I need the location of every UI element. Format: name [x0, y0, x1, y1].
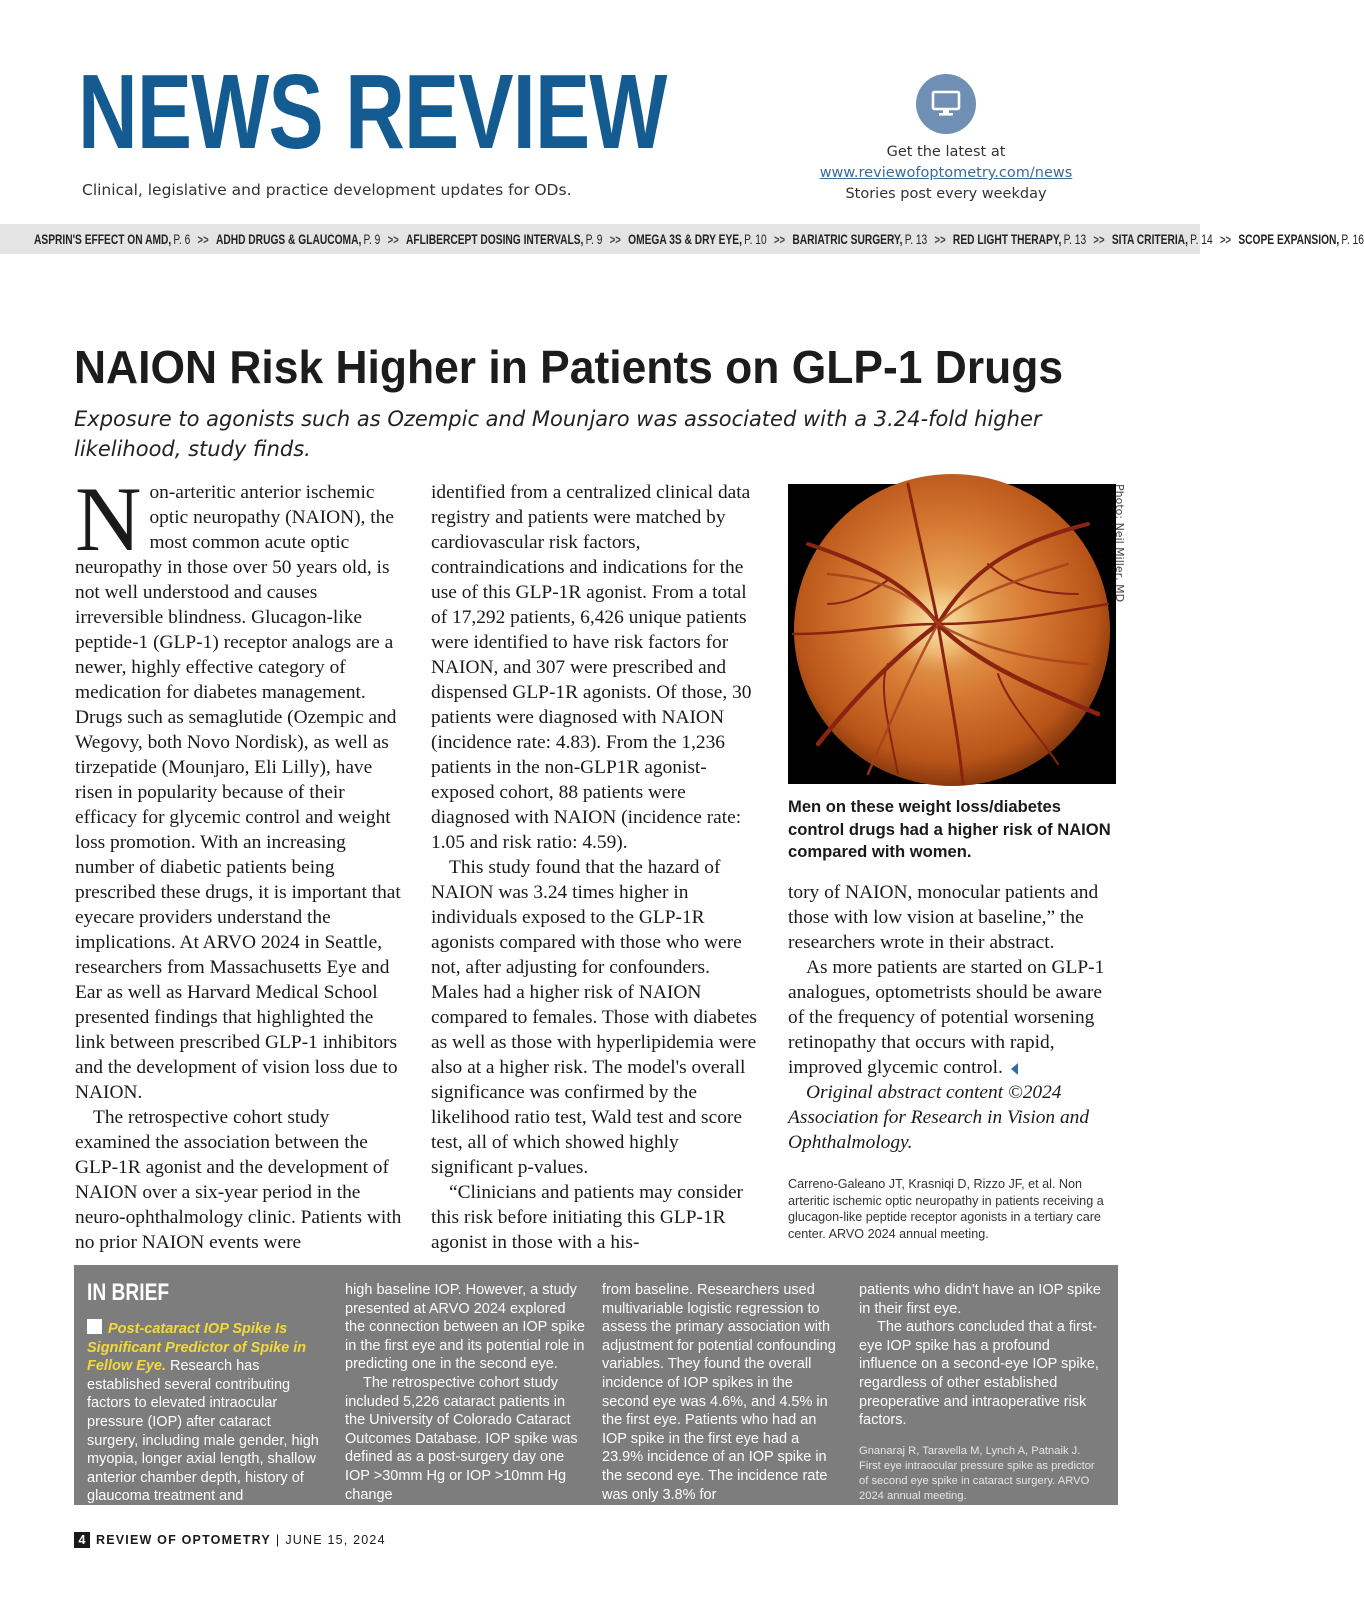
brief-column-3: [602, 1281, 843, 1504]
topic-link[interactable]: [216, 231, 380, 247]
article-paragraph: identified from a centralized clinical data registry and patients were matched by cardiovascular risk factors, contraindications and indications for the use of this GLP-1R agonist. From a total of 17,292 patients, 6,426 unique patients were identified to have risk factors for NAION, and 307 were prescribed and dispensed GLP-1R agonists. Of those, 30 patients were diagnosed with NAION (incidence rate: 4.83). From the 1,236 patients in the non-GLP1R agonist-exposed cohort, 88 patients were diagnosed with NAION (incidence rate: 1.05 and risk ratio: 4.59).: [431, 482, 752, 853]
topic-page: P. 6: [173, 231, 191, 247]
topic-link[interactable]: [34, 231, 190, 247]
page-number: 4: [74, 1532, 90, 1548]
article-paragraph: “Clinicians and patients may consider this risk before initiating this GLP-1R agonist in those with a his-: [431, 1182, 744, 1253]
in-brief-box: [74, 1265, 1118, 1505]
brief-paragraph: patients who didn't have an IOP spike in their first eye.: [859, 1282, 1101, 1317]
news-url-link[interactable]: www.reviewofoptometry.com/news: [819, 165, 1073, 181]
topic-link[interactable]: [792, 231, 927, 247]
section-title: NEWS REVIEW: [78, 53, 667, 171]
topic-page: P. 9: [363, 231, 381, 247]
topic-page: P. 14: [1190, 231, 1213, 247]
topic-separator: >>: [934, 231, 946, 247]
topic-separator: >>: [387, 231, 399, 247]
paragraph-text: As more patients are started on GLP-1 analogues, optometrists should be aware of the frequency of potential worsening retinopathy that occurs with rapid, improved glycemic control.: [788, 957, 1105, 1078]
topic-page: P. 13: [1063, 231, 1087, 247]
brief-paragraph: from baseline. Researchers used multivariable logistic regression to assess the primary association with adjustment for potential confounding variables. They found the overall incidence of IOP spikes in the second eye was 4.6%, and 4.5% in the first eye. Patients who had an IOP spike in the first eye had a 23.9% incidence of an IOP spike in the second eye. The incidence rate was only 3.8% for: [602, 1282, 836, 1503]
topic-link[interactable]: [953, 231, 1086, 247]
brief-item-title: Post-cataract IOP Spike Is Significant Predictor of Spike in Fellow Eye.: [87, 1321, 307, 1375]
topic-link[interactable]: [628, 231, 767, 247]
brief-paragraph: [87, 1319, 323, 1506]
brief-paragraph: high baseline IOP. However, a study presented at ARVO 2024 explored the connection between an IOP spike in the first eye and its potential role in predicting one in the second eye.: [345, 1282, 585, 1373]
topic-strip: [0, 224, 1364, 254]
article-headline: NAION Risk Higher in Patients on GLP-1 Drugs: [74, 341, 1064, 393]
topic-label: OMEGA 3S & DRY EYE,: [628, 231, 742, 247]
paragraph-text: on-arteritic anterior ischemic optic neuropathy (NAION), the most common acute optic neuropathy in those over 50 years old, is not well understood and causes irreversible blindness. Glucagon-like peptide-1 (GLP-1) receptor analogs are a newer, highly effective category of medication for diabetes management. Drugs such as semaglutide (Ozempic and Wegovy, both Novo Nordisk), as well as tirzepatide (Mounjaro, Eli Lilly), have risen in popularity because of their efficacy for glycemic control and weight loss promotion. With an increasing number of diabetic patients being prescribed these drugs, it is important that eyecare providers understand the implications. At ARVO 2024 in Seattle, researchers from Massachusetts Eye and Ear as well as Harvard Medical School presented findings that highlighted the link between prescribed GLP-1 inhibitors and the development of vision loss due to NAION.: [75, 482, 401, 1103]
monitor-icon: [916, 74, 976, 134]
topic-separator: >>: [609, 231, 621, 247]
brief-column-4: [859, 1281, 1104, 1504]
topic-label: ADHD DRUGS & GLAUCOMA,: [215, 231, 362, 247]
topic-page: P. 13: [904, 231, 928, 247]
promo-schedule-text: Stories post every weekday: [845, 186, 1047, 202]
brief-citation: Gnanaraj R, Taravella M, Lynch A, Patnaik J. First eye intraocular pressure spike as predictor of second eye spike in cataract surgery. ARVO 2024 annual meeting.: [859, 1444, 1095, 1502]
footer-separator: |: [275, 1533, 281, 1547]
topic-list: [34, 231, 1364, 247]
end-mark-icon: [1011, 1063, 1018, 1075]
brief-paragraph: The authors concluded that a first-eye IOP spike has a profound influence on a second-eye IOP spike, regardless of other established preoperative and intraoperative risk factors.: [859, 1319, 1099, 1429]
topic-label: BARIATRIC SURGERY,: [792, 231, 903, 247]
article-column-2: [431, 480, 762, 1255]
topic-separator: >>: [773, 231, 786, 247]
brief-paragraph: The retrospective cohort study included 5,226 cataract patients in the University of Colorado Cataract Outcomes Database. IOP spike was defined as a post-surgery day one IOP >30mm Hg or IOP >10mm Hg change: [345, 1374, 578, 1503]
issue-date: JUNE 15, 2024: [285, 1533, 386, 1547]
topic-label: SITA CRITERIA,: [1111, 231, 1188, 247]
article-column-1: [75, 468, 407, 1255]
article-paragraph: This study found that the hazard of NAION was 3.24 times higher in individuals exposed to the GLP-1R agonists compared with those who were not, after adjusting for confounders. Males had a higher risk of NAION compared to females. Those with diabetes as well as those with hyperlipidemia were also at a higher risk. The model's overall significance was confirmed by the likelihood ratio test, Wald test and score test, all of which showed highly significant p-values.: [431, 857, 757, 1178]
fundus-photo: [788, 484, 1116, 784]
topic-separator: >>: [197, 231, 209, 247]
topic-separator: >>: [1093, 231, 1105, 247]
topic-link[interactable]: [1238, 231, 1364, 247]
article-paragraph: [75, 468, 407, 1105]
topic-label: RED LIGHT THERAPY,: [952, 231, 1062, 247]
brief-column-2: [345, 1281, 586, 1504]
promo-text: Get the latest at: [886, 144, 1006, 160]
section-tagline: Clinical, legislative and practice development updates for ODs.: [82, 181, 572, 199]
square-bullet-icon: [87, 1319, 102, 1334]
in-brief-title: IN BRIEF: [87, 1279, 170, 1306]
article-paragraph: The retrospective cohort study examined the association between the GLP-1R agonist and the development of NAION over a six-year period in the neuro-ophthalmology clinic. Patients with no prior NAION events were: [75, 1107, 402, 1253]
topic-link[interactable]: [1112, 231, 1213, 247]
page-footer: [74, 1532, 386, 1548]
topic-label: AFLIBERCEPT DOSING INTERVALS,: [406, 231, 584, 247]
paragraph-text: Research has established several contributing factors to elevated intraocular pressure (IOP) after cataract surgery, including male gender, high myopia, longer axial length, shallow anterior chamber depth, history of glaucoma treatment and: [87, 1358, 319, 1505]
topic-page: P. 16: [1341, 231, 1364, 247]
topic-page: P. 10: [744, 231, 767, 247]
topic-separator: >>: [1219, 231, 1232, 247]
article-paragraph: [788, 955, 1110, 1080]
photo-caption: Men on these weight loss/diabetes control drugs had a higher risk of NAION compared with women.: [788, 797, 1111, 861]
topic-link[interactable]: [406, 231, 602, 247]
brief-column-1: [87, 1281, 323, 1506]
photo-credit: Photo: Neil Miller, MD: [1113, 484, 1126, 603]
publication-name: REVIEW OF OPTOMETRY: [96, 1533, 271, 1547]
article-paragraph: tory of NAION, monocular patients and those with low vision at baseline,” the researchers wrote in their abstract.: [788, 882, 1099, 953]
drop-cap: N: [75, 468, 142, 570]
article-citation: Carreno-Galeano JT, Krasniqi D, Rizzo JF, et al. Non arteritic ischemic optic neuropathy in patients receiving a glucagon-like peptide receptor agonists in a tertiary care center. ARVO 2024 annual meeting.: [788, 1177, 1104, 1241]
topic-page: P. 9: [585, 231, 603, 247]
topic-label: ASPRIN'S EFFECT ON AMD,: [34, 231, 172, 247]
topic-label: SCOPE EXPANSION,: [1238, 231, 1340, 247]
article-deck: Exposure to agonists such as Ozempic and Mounjaro was associated with a 3.24-fold higher likelihood, study finds.: [74, 407, 1042, 461]
article-column-3: [788, 880, 1110, 1155]
news-promo: [812, 74, 1080, 205]
abstract-credit: Original abstract content ©2024 Association for Research in Vision and Ophthalmology.: [788, 1082, 1090, 1153]
